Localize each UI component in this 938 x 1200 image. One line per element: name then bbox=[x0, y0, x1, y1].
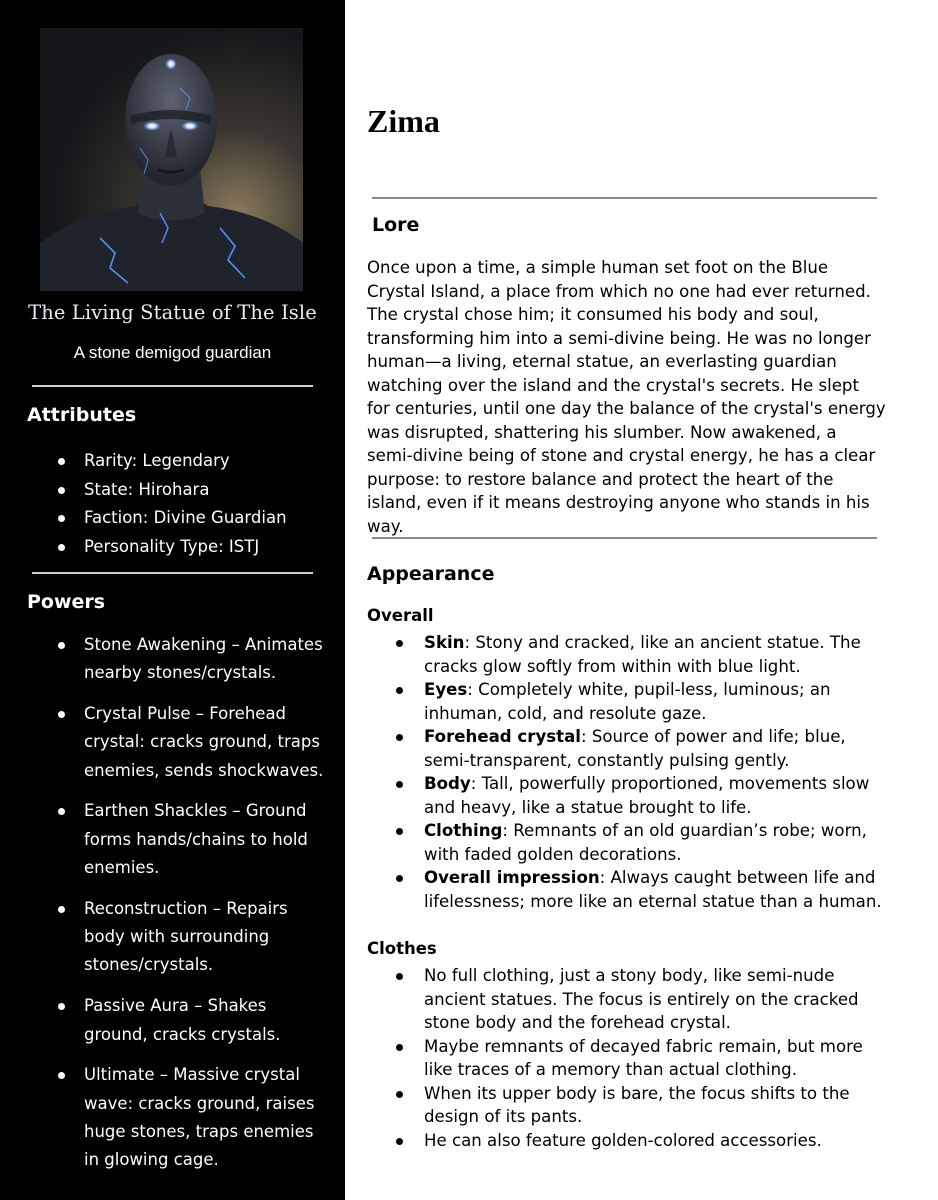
portrait-image bbox=[40, 28, 303, 291]
term: Skin bbox=[424, 633, 465, 652]
term: Clothing bbox=[424, 821, 503, 840]
character-portrait bbox=[40, 28, 303, 291]
overall-list bbox=[367, 631, 887, 913]
powers-heading: Powers bbox=[27, 591, 106, 613]
character-subtitle: A stone demigod guardian bbox=[73, 343, 272, 362]
section-divider bbox=[372, 537, 877, 539]
term: Overall impression bbox=[424, 868, 600, 887]
lore-paragraph: Once upon a time, a simple human set foot on the Blue Crystal Island, a place from which no one had ever returned. The crystal chose him; it consumed his body and soul, transforming him into a semi-divine being. He was no longer human—a living, eternal statue, an everlasting guardian watching over the island and the crystal's secrets. He slept for centuries, until one day the balance of the crystal's energy was disrupted, shattering his slumber. Now awakened, a semi-divine being of stone and crystal energy, he has a clear purpose: to restore balance and protect the heart of the island, even if it means destroying anyone who stands in his way. bbox=[367, 258, 886, 536]
list-item: Eyes: Completely white, pupil-less, luminous; an inhuman, cold, and resolute gaze. bbox=[367, 678, 887, 725]
power-item: Reconstruction – Repairs body with surrounding stones/crystals. bbox=[0, 895, 345, 980]
list-item: Maybe remnants of decayed fabric remain, but more like traces of a memory than actual clothing. bbox=[367, 1035, 887, 1082]
section-divider bbox=[372, 197, 877, 199]
list-item: He can also feature golden-colored accessories. bbox=[367, 1129, 887, 1153]
list-item: Clothing: Remnants of an old guardian’s robe; worn, with faded golden decorations. bbox=[367, 819, 887, 866]
attributes-heading: Attributes bbox=[27, 404, 137, 426]
lore-heading: Lore bbox=[372, 214, 420, 236]
list-item: No full clothing, just a stony body, like semi-nude ancient statues. The focus is entirely on the cracked stone body and the forehead crystal. bbox=[367, 964, 887, 1035]
power-item: Passive Aura – Shakes ground, cracks crystals. bbox=[0, 992, 345, 1049]
term: Eyes bbox=[424, 680, 468, 699]
power-item: Crystal Pulse – Forehead crystal: cracks ground, traps enemies, sends shockwaves. bbox=[0, 700, 345, 785]
attribute-item: Faction: Divine Guardian bbox=[0, 504, 345, 533]
appearance-heading: Appearance bbox=[367, 563, 495, 585]
list-item: Overall impression: Always caught between life and lifelessness; more like an eternal statue than a human. bbox=[367, 866, 887, 913]
attributes-list bbox=[0, 447, 345, 561]
sidebar-divider bbox=[32, 572, 313, 574]
power-item: Ultimate – Massive crystal wave: cracks ground, raises huge stones, traps enemies in glowing cage. bbox=[0, 1061, 345, 1174]
list-item: When its upper body is bare, the focus shifts to the design of its pants. bbox=[367, 1082, 887, 1129]
attribute-item: Rarity: Legendary bbox=[0, 447, 345, 476]
term: Forehead crystal bbox=[424, 727, 581, 746]
attribute-item: State: Hirohara bbox=[0, 476, 345, 505]
term: Body bbox=[424, 774, 471, 793]
sidebar bbox=[0, 0, 345, 1200]
overall-heading: Overall bbox=[367, 606, 434, 625]
attribute-item: Personality Type: ISTJ bbox=[0, 533, 345, 562]
clothes-heading: Clothes bbox=[367, 939, 437, 958]
list-item: Body: Tall, powerfully proportioned, movements slow and heavy, like a statue brought to life. bbox=[367, 772, 887, 819]
power-item: Earthen Shackles – Ground forms hands/chains to hold enemies. bbox=[0, 797, 345, 882]
character-title: The Living Statue of The Isle bbox=[28, 301, 317, 324]
powers-list bbox=[0, 631, 345, 1187]
clothes-list bbox=[367, 964, 887, 1152]
page-title: Zima bbox=[367, 103, 440, 139]
list-item: Skin: Stony and cracked, like an ancient statue. The cracks glow softly from within with blue light. bbox=[367, 631, 887, 678]
sidebar-divider bbox=[32, 385, 313, 387]
power-item: Stone Awakening – Animates nearby stones/crystals. bbox=[0, 631, 345, 688]
list-item: Forehead crystal: Source of power and life; blue, semi-transparent, constantly pulsing gently. bbox=[367, 725, 887, 772]
